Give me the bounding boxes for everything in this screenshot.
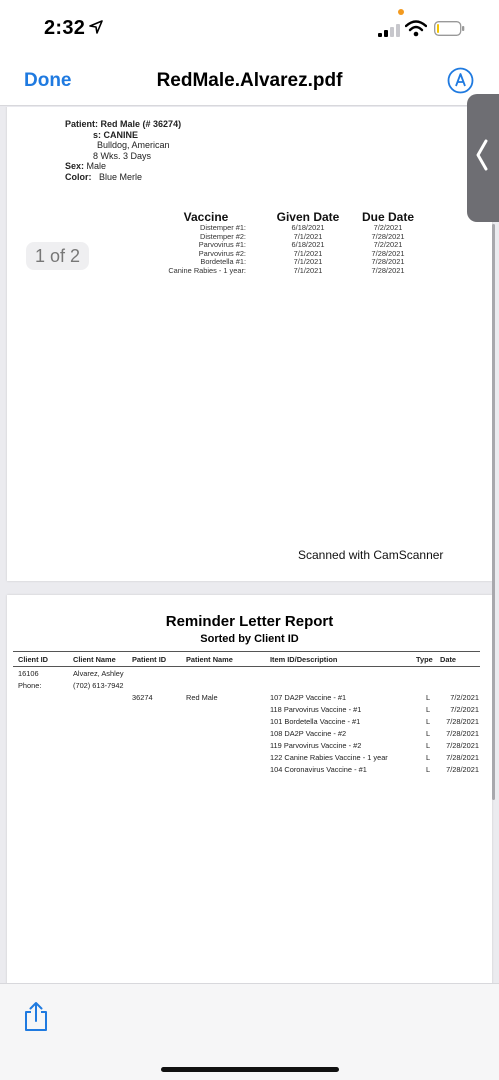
chevron-left-icon bbox=[473, 138, 491, 172]
patient-info bbox=[65, 119, 181, 182]
item-description: 122 Canine Rabies Vaccine - 1 year bbox=[270, 753, 388, 762]
item-description: 118 Parvovirus Vaccine - #1 bbox=[270, 705, 362, 714]
item-type: L bbox=[426, 693, 431, 702]
item-type: L bbox=[426, 741, 431, 750]
item-description: 101 Bordetella Vaccine - #1 bbox=[270, 717, 361, 726]
patient-label: Patient: bbox=[65, 119, 99, 129]
status-time: 2:32 bbox=[44, 17, 86, 39]
vertical-scrollbar[interactable] bbox=[492, 224, 495, 800]
given-date: 7/1/2021 bbox=[293, 257, 323, 267]
item-date: 7/28/2021 bbox=[446, 729, 479, 738]
vaccine-name: Bordetella #1: bbox=[200, 257, 246, 267]
item-description: 108 DA2P Vaccine - #2 bbox=[270, 729, 347, 738]
given-date: 7/1/2021 bbox=[293, 231, 323, 241]
species-value: CANINE bbox=[103, 129, 139, 140]
due-date: 7/28/2021 bbox=[371, 231, 405, 241]
client-id: 16106 bbox=[18, 669, 39, 678]
color-value: Blue Merle bbox=[99, 171, 143, 182]
table-top-rule bbox=[13, 651, 480, 652]
status-bar bbox=[0, 0, 499, 56]
share-icon[interactable] bbox=[22, 1001, 50, 1033]
home-indicator[interactable] bbox=[161, 1067, 339, 1072]
item-type: L bbox=[426, 753, 431, 762]
item-date: 7/2/2021 bbox=[450, 693, 479, 702]
column-header: Client ID bbox=[18, 655, 48, 664]
column-header: Date bbox=[440, 655, 457, 664]
item-description: 107 DA2P Vaccine - #1 bbox=[270, 693, 347, 702]
item-type: L bbox=[426, 729, 431, 738]
wifi-icon bbox=[405, 20, 427, 37]
page-indicator: 1 of 2 bbox=[26, 242, 89, 270]
species-label: s: bbox=[93, 129, 102, 140]
done-button[interactable]: Done bbox=[24, 70, 72, 91]
item-description: 104 Coronavirus Vaccine - #1 bbox=[270, 765, 367, 774]
patient-id: 36274 bbox=[132, 693, 153, 702]
column-header: Type bbox=[416, 655, 433, 664]
column-header: Patient Name bbox=[186, 655, 233, 664]
patient-value: Red Male (# 36274) bbox=[100, 119, 182, 129]
vaccine-name: Parvovirus #1: bbox=[198, 240, 246, 250]
sex-label: Sex: bbox=[65, 161, 85, 171]
item-date: 7/28/2021 bbox=[446, 753, 479, 762]
column-header: Client Name bbox=[73, 655, 116, 664]
battery-icon bbox=[434, 21, 465, 36]
bottom-toolbar bbox=[0, 983, 499, 1080]
camscanner-watermark: Scanned with CamScanner bbox=[298, 548, 444, 562]
item-date: 7/28/2021 bbox=[446, 741, 479, 750]
pdf-page-1 bbox=[7, 107, 492, 581]
due-date: 7/28/2021 bbox=[371, 248, 405, 258]
location-arrow-icon bbox=[89, 20, 103, 34]
given-date: 6/18/2021 bbox=[291, 223, 325, 232]
due-date: 7/28/2021 bbox=[371, 265, 405, 275]
client-name: Alvarez, Ashley bbox=[73, 669, 124, 678]
pdf-page-2 bbox=[7, 595, 492, 983]
age-value: 8 Wks. 3 Days bbox=[93, 150, 152, 161]
thumbnail-sidebar-tab[interactable] bbox=[467, 94, 499, 222]
item-type: L bbox=[426, 717, 431, 726]
vaccine-name: Distemper #2: bbox=[199, 231, 246, 241]
item-description: 119 Parvovirus Vaccine - #2 bbox=[270, 741, 362, 750]
pdf-viewer[interactable] bbox=[0, 107, 499, 983]
cellular-signal-icon bbox=[378, 24, 400, 37]
item-type: L bbox=[426, 705, 431, 714]
given-date: 6/18/2021 bbox=[291, 240, 325, 250]
report-subtitle: Sorted by Client ID bbox=[200, 633, 299, 645]
due-date-header: Due Date bbox=[361, 210, 414, 224]
item-type: L bbox=[426, 765, 431, 774]
vaccine-name: Parvovirus #2: bbox=[198, 248, 246, 258]
client-phone: (702) 613-7942 bbox=[73, 681, 124, 690]
color-label: Color: bbox=[65, 171, 92, 182]
column-header: Item ID/Description bbox=[270, 655, 338, 664]
patient-name: Red Male bbox=[186, 693, 218, 702]
due-date: 7/2/2021 bbox=[373, 240, 403, 250]
vaccine-header: Vaccine bbox=[183, 210, 229, 224]
document-title: RedMale.Alvarez.pdf bbox=[156, 70, 343, 91]
due-date: 7/28/2021 bbox=[371, 257, 405, 267]
item-date: 7/28/2021 bbox=[446, 765, 479, 774]
report-title: Reminder Letter Report bbox=[165, 613, 334, 630]
due-date: 7/2/2021 bbox=[373, 223, 403, 232]
given-date-header: Given Date bbox=[276, 210, 340, 224]
vaccine-name: Distemper #1: bbox=[199, 223, 246, 232]
vaccine-name: Canine Rabies - 1 year: bbox=[168, 265, 246, 275]
column-header: Patient ID bbox=[132, 655, 167, 664]
privacy-indicator-dot bbox=[398, 9, 404, 15]
item-date: 7/28/2021 bbox=[446, 717, 479, 726]
markup-pen-icon[interactable] bbox=[447, 67, 474, 94]
given-date: 7/1/2021 bbox=[293, 248, 323, 258]
phone-label: Phone: bbox=[18, 681, 42, 690]
navigation-bar bbox=[0, 56, 499, 106]
item-date: 7/2/2021 bbox=[450, 705, 479, 714]
given-date: 7/1/2021 bbox=[293, 265, 323, 275]
sex-value: Male bbox=[86, 161, 107, 171]
table-header-rule bbox=[13, 666, 480, 667]
breed-value: Bulldog, American bbox=[97, 140, 170, 150]
